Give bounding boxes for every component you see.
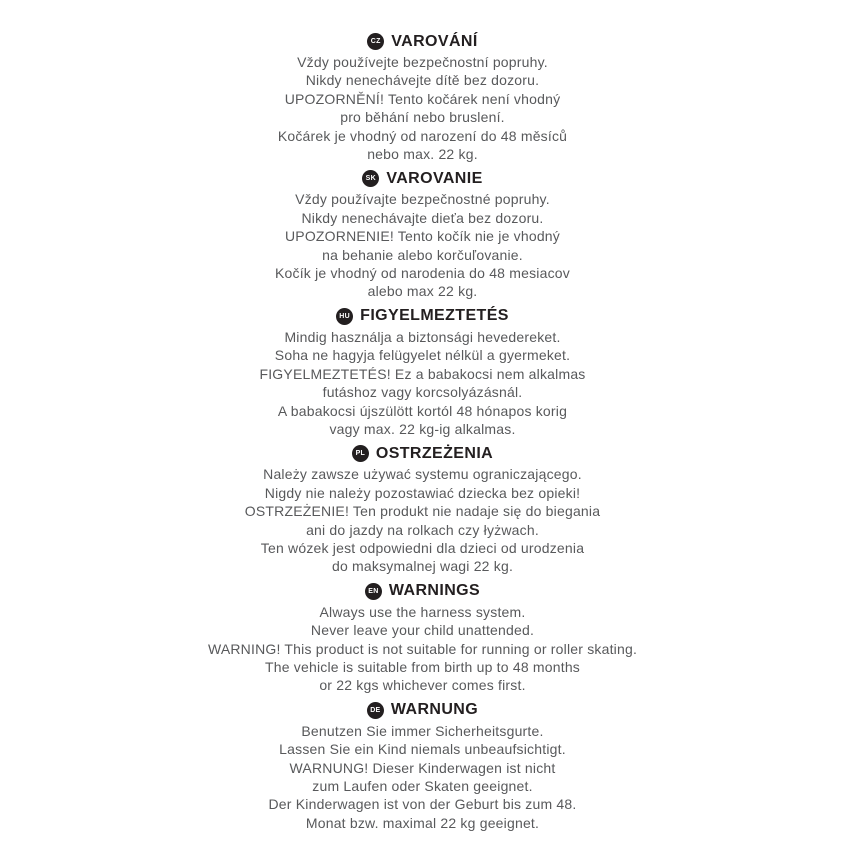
warning-line: ani do jazdy na rolkach czy łyżwach. xyxy=(306,521,539,538)
warning-section-hu xyxy=(0,308,845,438)
warning-line: Kočík je vhodný od narodenia do 48 mesiacov xyxy=(274,265,570,282)
warning-line: Należy zawsze używać systemu ograniczającego. xyxy=(263,466,582,483)
warning-line: Mindig használja a biztonsági hevedereket. xyxy=(284,328,561,345)
language-badge-cz-icon: CZ xyxy=(367,33,384,50)
section-heading xyxy=(0,308,845,325)
warning-line: Never leave your child unattended. xyxy=(310,622,535,639)
warning-section-de xyxy=(0,702,845,832)
section-title: FIGYELMEZTETÉS xyxy=(360,307,509,325)
warning-line: UPOZORNĚNÍ! Tento kočárek není vhodný xyxy=(284,90,561,107)
section-title: OSTRZEŻENIA xyxy=(375,444,494,462)
warning-line: Benutzen Sie immer Sicherheitsgurte. xyxy=(301,722,544,739)
warning-line: The vehicle is suitable from birth up to 48 months xyxy=(264,658,581,675)
warning-line: nebo max. 22 kg. xyxy=(367,146,478,163)
warning-line: Ten wózek jest odpowiedni dla dzieci od urodzenia xyxy=(260,539,585,556)
language-badge-pl-icon: PL xyxy=(352,445,369,462)
warning-line: WARNING! This product is not suitable for running or roller skating. xyxy=(207,640,638,657)
warning-line: or 22 kgs whichever comes first. xyxy=(319,677,526,694)
warning-section-cz xyxy=(0,33,845,163)
warning-line: OSTRZEŻENIE! Ten produkt nie nadaje się do biegania xyxy=(244,503,601,520)
section-title: WARNINGS xyxy=(388,582,481,600)
language-badge-hu-icon: HU xyxy=(336,308,353,325)
warning-line: Nigdy nie należy pozostawiać dziecka bez opieki! xyxy=(264,484,581,501)
warning-line: A babakocsi újszülött kortól 48 hónapos korig xyxy=(277,402,568,419)
section-heading xyxy=(0,170,845,187)
warning-line: Kočárek je vhodný od narození do 48 měsíců xyxy=(277,127,568,144)
section-title: VAROVANIE xyxy=(386,169,483,187)
warning-section-pl xyxy=(0,445,845,575)
language-badge-sk-icon: SK xyxy=(362,170,379,187)
warning-line: FIGYELMEZTETÉS! Ez a babakocsi nem alkalmas xyxy=(259,365,586,382)
warning-line: UPOZORNENIE! Tento kočík nie je vhodný xyxy=(284,228,560,245)
warning-line: Soha ne hagyja felügyelet nélkül a gyermeket. xyxy=(274,347,571,364)
warning-line: vagy max. 22 kg-ig alkalmas. xyxy=(329,420,516,437)
warning-line: Der Kinderwagen ist von der Geburt bis zum 48. xyxy=(268,796,577,813)
warning-line: Always use the harness system. xyxy=(319,603,526,620)
warning-line: Vždy používajte bezpečnostné popruhy. xyxy=(295,191,550,208)
warning-line: futáshoz vagy korcsolyázásnál. xyxy=(322,384,523,401)
warning-line: alebo max 22 kg. xyxy=(367,283,478,300)
warning-section-sk xyxy=(0,170,845,300)
section-title: VAROVÁNÍ xyxy=(391,32,478,50)
section-title: WARNUNG xyxy=(390,701,479,719)
warning-line: Vždy používejte bezpečnostní popruhy. xyxy=(297,54,548,70)
warning-line: Nikdy nenechávejte dítě bez dozoru. xyxy=(305,72,540,89)
warning-section-en xyxy=(0,583,845,695)
warning-line: Monat bzw. maximal 22 kg geeignet. xyxy=(305,814,540,831)
warning-line: do maksymalnej wagi 22 kg. xyxy=(331,558,514,575)
warning-line: Nikdy nenechávajte dieťa bez dozoru. xyxy=(301,209,544,226)
language-badge-de-icon: DE xyxy=(367,702,384,719)
language-badge-en-icon: EN xyxy=(365,583,382,600)
section-heading xyxy=(0,702,845,719)
warning-line: WARNUNG! Dieser Kinderwagen ist nicht xyxy=(289,759,556,776)
warning-line: na behanie alebo korčuľovanie. xyxy=(322,246,523,263)
section-heading xyxy=(0,583,845,600)
warning-line: Lassen Sie ein Kind niemals unbeaufsichtigt. xyxy=(279,741,566,758)
section-heading xyxy=(0,445,845,462)
section-heading xyxy=(0,33,845,50)
warning-line: zum Laufen oder Skaten geeignet. xyxy=(312,778,533,794)
warning-line: pro běhání nebo bruslení. xyxy=(340,109,505,126)
